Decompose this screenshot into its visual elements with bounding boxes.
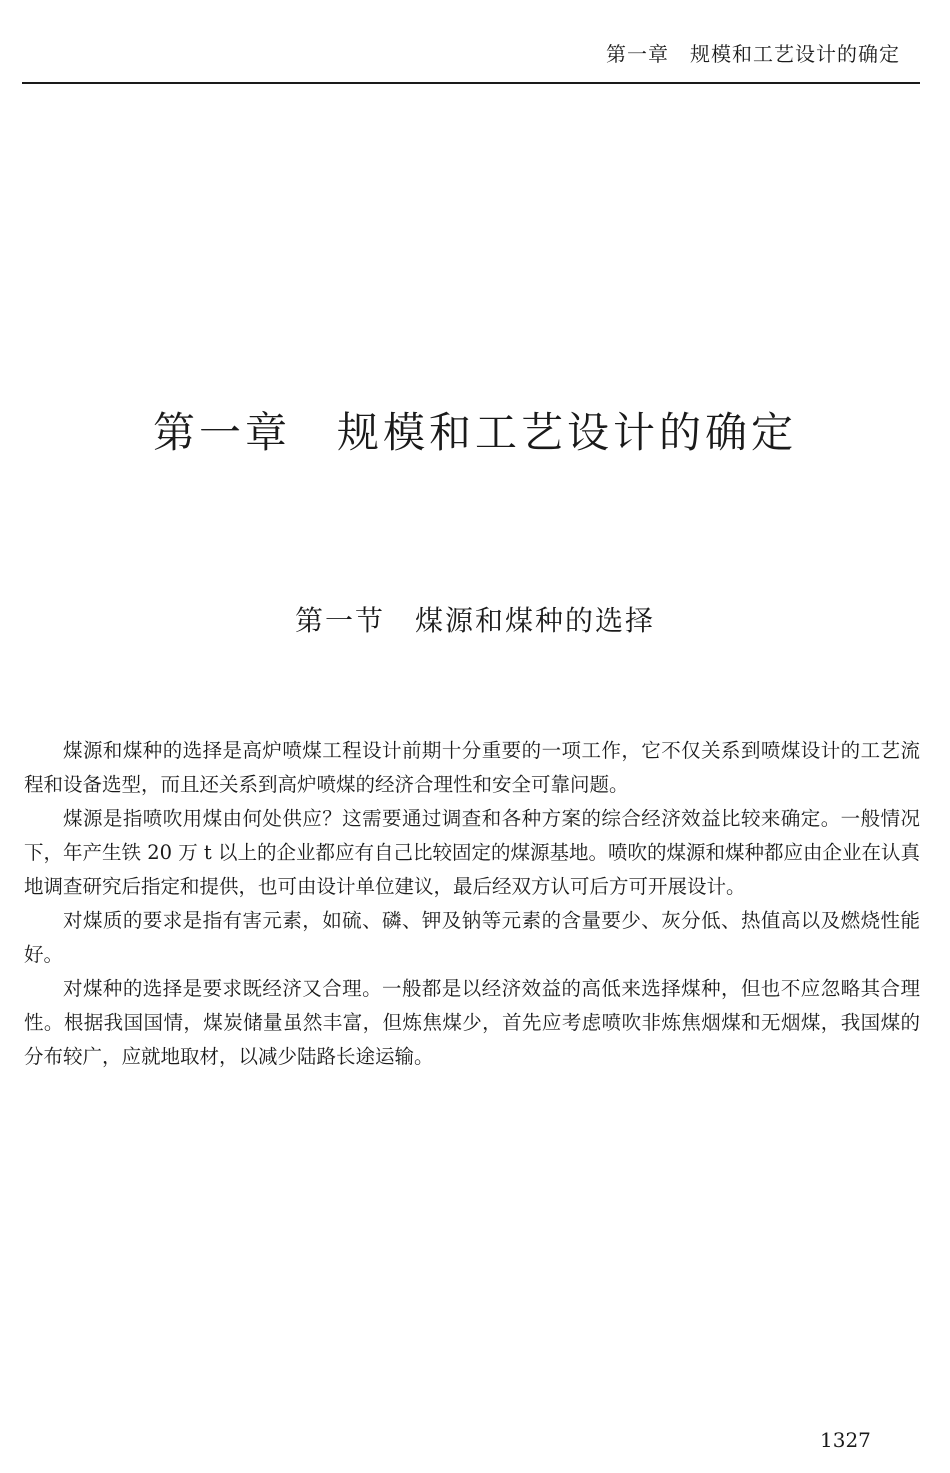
header-rule	[22, 82, 920, 84]
page-number: 1327	[820, 1428, 871, 1452]
paragraph: 对煤种的选择是要求既经济又合理。一般都是以经济效益的高低来选择煤种，但也不应忽略其合理性。根据我国国情，煤炭储量虽然丰富，但炼焦煤少，首先应考虑喷吹非炼焦烟煤和无烟煤，我国煤的分布较广，应就地取材，以减少陆路长途运输。	[24, 977, 920, 1068]
body-text	[24, 734, 920, 1074]
paragraph: 煤源是指喷吹用煤由何处供应？这需要通过调查和各种方案的综合经济效益比较来确定。一般情况下，年产生铁 20 万 t 以上的企业都应有自己比较固定的煤源基地。喷吹的煤源和煤种都应由企业在认真地调查研究后指定和提供，也可由设计单位建议，最后经双方认可后方可开展设计。	[24, 807, 920, 898]
paragraph: 对煤质的要求是指有害元素，如硫、磷、钾及钠等元素的含量要少、灰分低、热值高以及燃烧性能好。	[24, 909, 920, 966]
paragraph: 煤源和煤种的选择是高炉喷煤工程设计前期十分重要的一项工作，它不仅关系到喷煤设计的工艺流程和设备选型，而且还关系到高炉喷煤的经济合理性和安全可靠问题。	[24, 739, 920, 796]
running-header: 第一章 规模和工艺设计的确定	[606, 42, 900, 66]
chapter-title: 第一章 规模和工艺设计的确定	[152, 408, 797, 457]
section-title: 第一节 煤源和煤种的选择	[294, 604, 655, 637]
